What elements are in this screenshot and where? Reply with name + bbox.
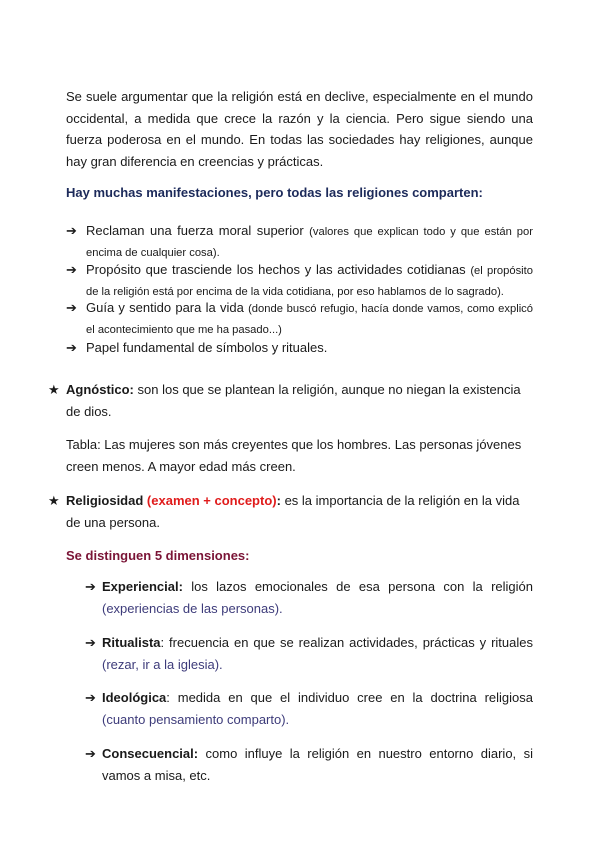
dimension-text: : frecuencia en que se realizan actividades, prácticas y rituales [160,635,533,650]
dimensiones-heading: Se distinguen 5 dimensiones: [66,548,250,563]
tabla-paragraph: Tabla: Las mujeres son más creyentes que los hombres. Las personas jóvenes creen menos. A mayor edad más creen. [66,437,522,474]
intro-paragraph: Se suele argumentar que la religión está en declive, especialmente en el mundo occidental, a medida que crece la razón y la ciencia. Pero sigue siendo una fuerza poderosa en el mundo. En todas las sociedades hay religiones, aunque hay gran diferencia en creencias y prácticas. [66,89,533,169]
list-item [85,576,533,620]
arrow-icon: ➔ [66,223,77,238]
arrow-icon: ➔ [66,262,77,277]
dimension-term: Consecuencial: [102,746,199,761]
arrow-icon: ➔ [85,690,96,705]
list-item [66,260,533,302]
dimension-text: como influye la religión en nuestro entorno diario, si vamos a misa, etc. [102,746,533,783]
list-item [85,687,533,731]
exam-tag: (examen + concepto) [146,493,277,508]
item-main: Guía y sentido para la vida [86,300,244,315]
arrow-icon: ➔ [85,635,96,650]
dimension-term: Ritualista [102,635,161,650]
item-main: Papel fundamental de símbolos y rituales. [86,340,328,355]
list-item [85,632,533,676]
dimension-term: Ideológica [102,690,167,705]
item-main: Propósito que trasciende los hechos y las actividades cotidianas [86,262,466,277]
list-item [66,338,533,357]
item-main: Reclaman una fuerza moral superior [86,223,304,238]
arrow-icon: ➔ [66,300,77,315]
item-note: (donde buscó refugio, hacía donde vamos, como explicó el acontecimiento que me ha pasado...) [86,303,533,336]
dimension-text: los lazos emocionales de esa persona con la religión [191,579,533,594]
list-item [66,298,533,340]
religiosidad-text: es la importancia de la religión en la vida de una persona. [66,493,520,530]
item-note: (valores que explican todo y que están por encima de cualquier cosa). [86,226,533,259]
list-item [66,221,533,263]
agnostico-text: son los que se plantean la religión, aunque no niegan la existencia de dios. [66,382,521,419]
dimension-text: : medida en que el individuo cree en la doctrina religiosa [166,690,533,705]
arrow-icon: ➔ [66,340,77,355]
list-item [85,743,533,787]
arrow-icon: ➔ [85,579,96,594]
item-note: (el propósito de la religión está por encima de la vida cotidiana, por eso hablamos de lo sagrado). [86,265,534,298]
religiosidad-term: Religiosidad [66,493,144,508]
dimension-example: (rezar, ir a la iglesia). [102,657,223,672]
religiosidad-colon: : [276,493,281,508]
arrow-icon: ➔ [85,746,96,761]
star-icon: ★ [48,493,60,508]
dimension-example: (experiencias de las personas). [102,601,283,616]
star-icon: ★ [48,382,60,397]
agnostico-term: Agnóstico: [66,382,134,397]
religiosidad-definition [48,490,533,534]
manifestaciones-heading: Hay muchas manifestaciones, pero todas las religiones comparten: [66,185,483,200]
dimension-example: (cuanto pensamiento comparto). [102,712,290,727]
dimension-term: Experiencial: [102,579,183,594]
agnostico-definition [48,379,533,423]
